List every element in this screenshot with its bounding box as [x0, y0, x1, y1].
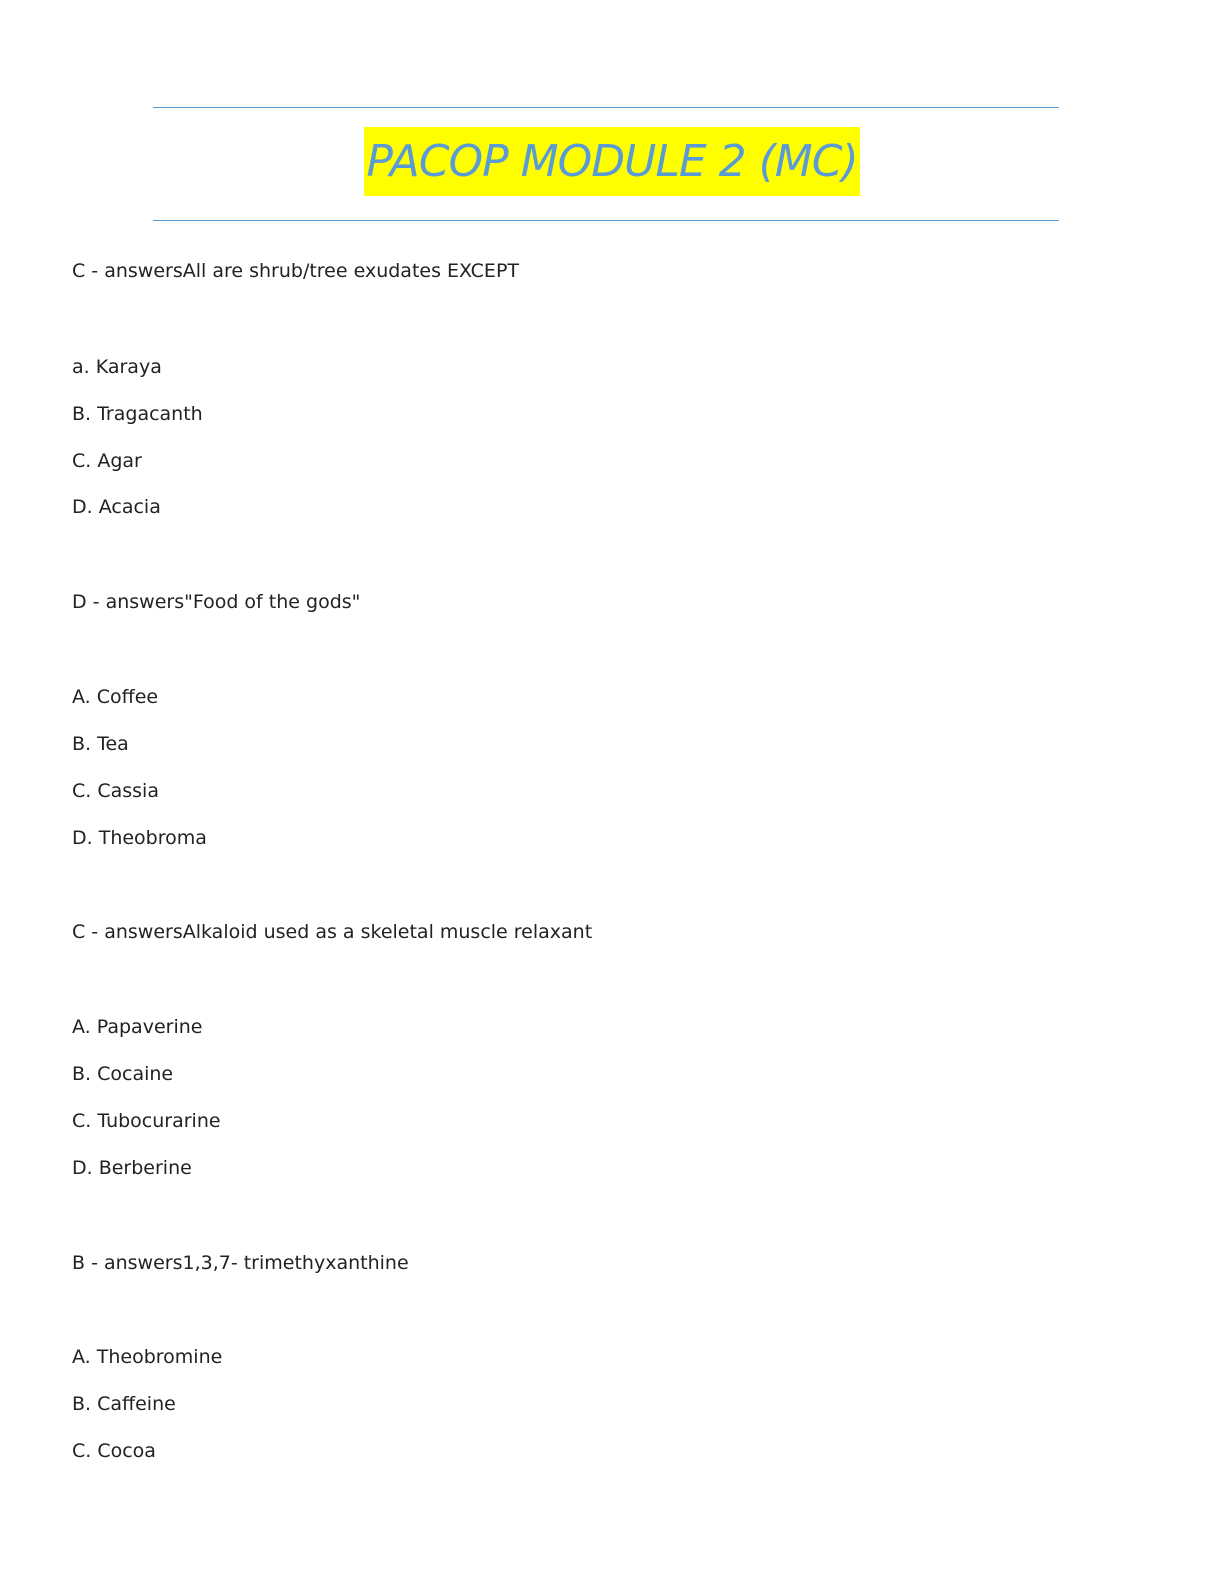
question-3-option-d: D. Berberine	[72, 1157, 192, 1179]
question-3-option-c: C. Tubocurarine	[72, 1110, 221, 1132]
question-3-option-a: A. Papaverine	[72, 1016, 203, 1038]
question-3-option-b: B. Cocaine	[72, 1063, 174, 1085]
question-4-option-c: C. Cocoa	[72, 1440, 156, 1462]
question-1-option-d: D. Acacia	[72, 496, 161, 518]
question-4-option-a: A. Theobromine	[72, 1346, 223, 1368]
question-1-prompt: C - answersAll are shrub/tree exudates EXCEPT	[72, 260, 520, 282]
question-3-prompt: C - answersAlkaloid used as a skeletal muscle relaxant	[72, 921, 593, 943]
title-block	[0, 127, 1224, 196]
question-2-option-b: B. Tea	[72, 733, 129, 755]
question-4-prompt: B - answers1,3,7- trimethyxanthine	[72, 1252, 409, 1274]
question-2-option-d: D. Theobroma	[72, 827, 207, 849]
question-2-option-c: C. Cassia	[72, 780, 159, 802]
question-1-option-b: B. Tragacanth	[72, 403, 203, 425]
header-top-rule	[153, 107, 1059, 108]
question-2-option-a: A. Coffee	[72, 686, 159, 708]
header-bottom-rule	[153, 220, 1059, 221]
question-1-option-a: a. Karaya	[72, 356, 162, 378]
question-1-option-c: C. Agar	[72, 450, 142, 472]
question-4-option-b: B. Caffeine	[72, 1393, 176, 1415]
page-title: PACOP MODULE 2 (MC)	[364, 127, 859, 196]
question-2-prompt: D - answers"Food of the gods"	[72, 591, 361, 613]
